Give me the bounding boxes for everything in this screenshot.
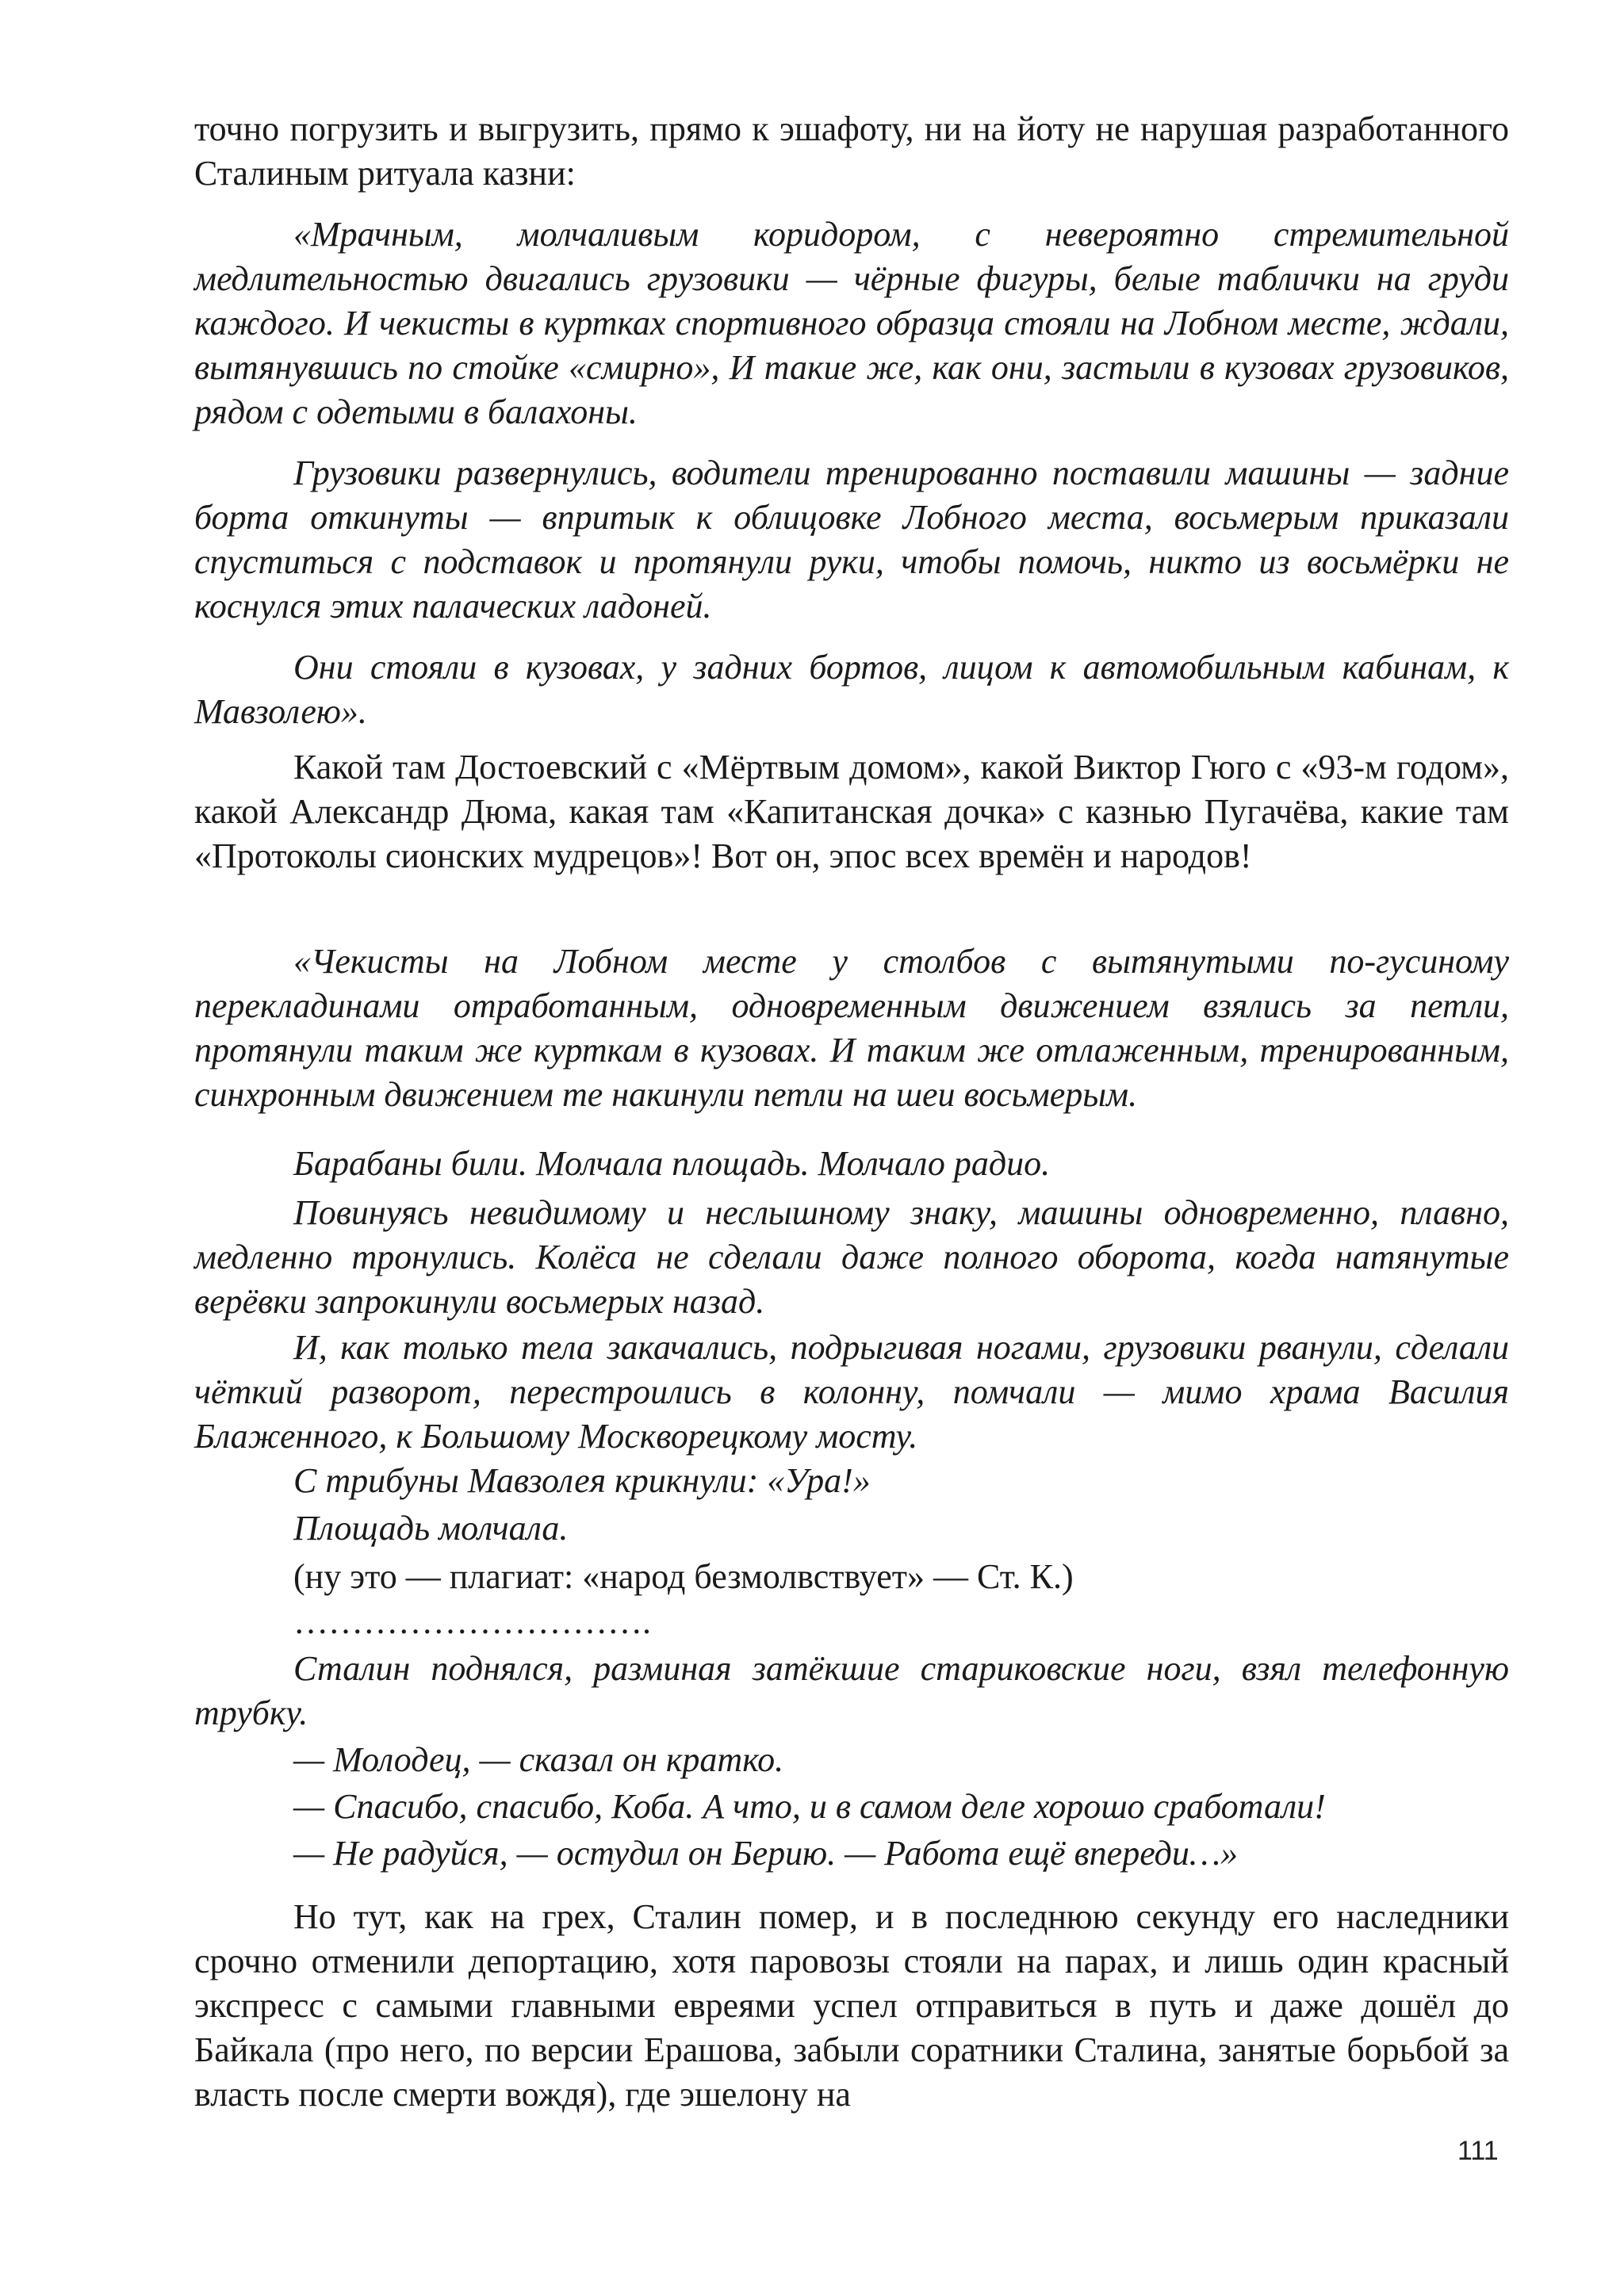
page-number: 111: [1457, 2136, 1499, 2166]
dialogue-line-3: — Не радуйся, — остудил он Берию. — Работа ещё впереди…»: [293, 1834, 1239, 1873]
paragraph-1: точно погрузить и выгрузить, прямо к эшафоту, ни на йоту не нарушая разработанного Сталиным ритуала казни:: [194, 109, 1509, 193]
quote-paragraph-7: Сталин поднялся, разминая затёкшие стариковские ноги, взял телефонную трубку.: [194, 1649, 1509, 1732]
ellipsis-line: ………………………….: [293, 1602, 651, 1641]
paragraph-2: Какой там Достоевский с «Мёртвым домом», какой Виктор Гюго с «93-м годом», какой Александр Дюма, какая там «Капитанская дочка» с казнью Пугачёва, какие там «Протоколы сионских мудрецов»! Вот он, эпос всех времён и народов!: [194, 748, 1509, 875]
dialogue-line-1: — Молодец, — сказал он кратко.: [293, 1740, 784, 1779]
quote-line-ura: С трибуны Мавзолея крикнули: «Ура!»: [293, 1461, 871, 1500]
quote-paragraph-2: Грузовики развернулись, водители тренированно поставили машины — задние борта откинуты — впритык к облицовке Лобного места, восьмерым приказали спуститься с подставок и протянули руки, чтобы помочь, никто из восьмёрки не коснулся этих палаческих ладоней.: [194, 453, 1509, 626]
quote-paragraph-6: И, как только тела закачались, подрыгивая ногами, грузовики рванули, сделали чёткий разворот, перестроились в колонну, помчали — мимо храма Василия Блаженного, к Большому Москворецкому мосту.: [194, 1328, 1509, 1456]
quote-paragraph-4: «Чекисты на Лобном месте у столбов с вытянутыми по-гусиному перекладинами отработанным, одновременным движением взялись за петли, протянули таким же курткам в кузовах. И таким же отлаженным, тренированным, синхронным движением те накинули петли на шеи восьмерым.: [194, 942, 1509, 1114]
author-remark: (ну это — плагиат: «народ безмолвствует» — Ст. К.): [293, 1557, 1074, 1596]
dialogue-line-2: — Спасибо, спасибо, Коба. А что, и в самом деле хорошо сработали!: [293, 1787, 1326, 1826]
quote-paragraph-3: Они стояли в кузовах, у задних бортов, лицом к автомобильным кабинам, к Мавзолею».: [194, 648, 1509, 731]
paragraph-3: Но тут, как на грех, Сталин помер, и в последнюю секунду его наследники срочно отменили депортацию, хотя паровозы стояли на парах, и лишь один красный экспресс с самыми главными евреями успел отправиться в путь и даже дошёл до Байкала (про него, по версии Ерашова, забыли соратники Сталина, занятые борьбой за власть после смерти вождя), где эшелону на: [194, 1897, 1509, 2114]
quote-line-drums: Барабаны били. Молчала площадь. Молчало радио.: [293, 1144, 1051, 1183]
quote-paragraph-1: «Мрачным, молчаливым коридором, с невероятно стремительной медлительностью двигались грузовики — чёрные фигуры, белые таблички на груди каждого. И чекисты в куртках спортивного образца стояли на Лобном месте, ждали, вытянувшись по стойке «смирно», И такие же, как они, застыли в кузовах грузовиков, рядом с одетыми в балахоны.: [194, 215, 1509, 431]
quote-paragraph-5: Повинуясь невидимому и неслышному знаку, машины одновременно, плавно, медленно тронулись. Колёса не сделали даже полного оборота, когда натянутые верёвки запрокинули восьмерых назад.: [194, 1193, 1509, 1321]
quote-line-silence: Площадь молчала.: [293, 1509, 569, 1548]
